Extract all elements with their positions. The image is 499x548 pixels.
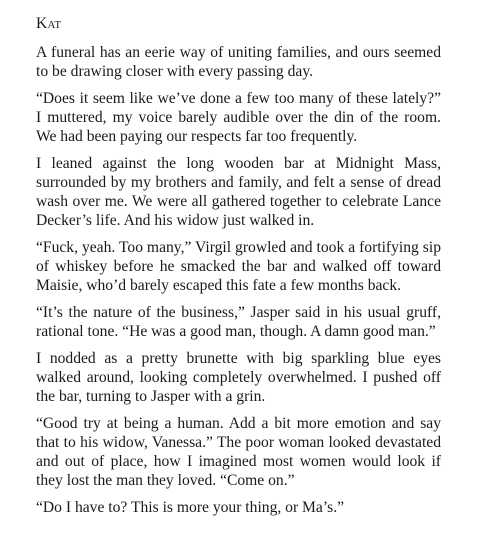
document-page: [36, 14, 441, 525]
paragraph: I leaned against the long wooden bar at Midnight Mass, surrounded by my brothers and family, and felt a sense of dread wash over me. We were all gathered together to celebrate Lance Decker’s life. And his widow just walked in.: [36, 155, 441, 229]
paragraph: “It’s the nature of the business,” Jasper said in his usual gruff, rational tone. “He was a good man, though. A damn good man.”: [36, 304, 441, 340]
paragraph: A funeral has an eerie way of uniting families, and ours seemed to be drawing closer with every passing day.: [36, 44, 441, 80]
paragraph: “Does it seem like we’ve done a few too many of these lately?” I muttered, my voice barely audible over the din of the room. We had been paying our respects far too frequently.: [36, 90, 441, 145]
paragraph: “Good try at being a human. Add a bit more emotion and say that to his widow, Vanessa.” The poor woman looked devastated and out of place, how I imagined most women would look if they lost the man they loved. “Come on.”: [36, 415, 441, 489]
paragraph: “Fuck, yeah. Too many,” Virgil growled and took a fortifying sip of whiskey before he smacked the bar and walked off toward Maisie, who’d barely escaped this fate a few months back.: [36, 239, 441, 294]
paragraph: I nodded as a pretty brunette with big sparkling blue eyes walked around, looking completely overwhelmed. I pushed off the bar, turning to Jasper with a grin.: [36, 350, 441, 405]
paragraph: “Do I have to? This is more your thing, or Ma’s.”: [36, 499, 345, 516]
chapter-heading: Kat: [36, 15, 62, 32]
